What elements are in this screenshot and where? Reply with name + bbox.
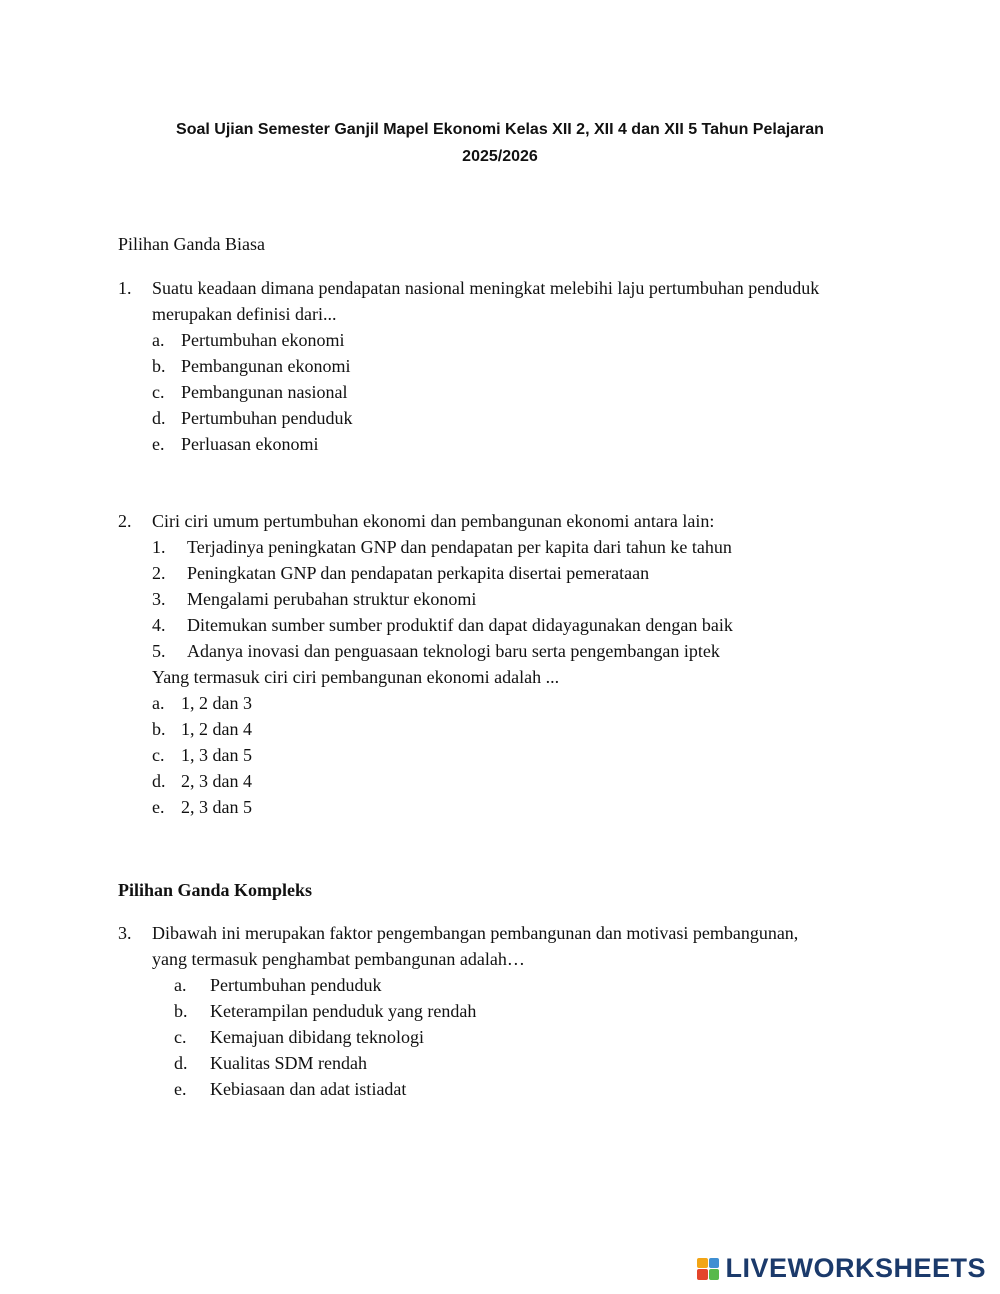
- option-label: b.: [152, 356, 166, 376]
- question-number: 1.: [118, 278, 132, 298]
- option-label: e.: [152, 434, 165, 454]
- statement-label: 5.: [152, 641, 166, 661]
- statement-item: [152, 560, 898, 586]
- statement-item: [152, 586, 898, 612]
- question-number: 3.: [118, 923, 132, 943]
- option-text: 1, 2 dan 4: [181, 719, 252, 739]
- page-title: [100, 116, 900, 170]
- question-3: [118, 920, 898, 1102]
- option-text: Pertumbuhan penduduk: [181, 408, 353, 428]
- option-text: Kemajuan dibidang teknologi: [210, 1027, 424, 1047]
- option-label: e.: [174, 1079, 187, 1099]
- option-label: e.: [152, 797, 165, 817]
- statement-label: 1.: [152, 537, 166, 557]
- option-label: a.: [174, 975, 187, 995]
- question-text-line: Suatu keadaan dimana pendapatan nasional meningkat melebihi laju pertumbuhan penduduk: [152, 278, 820, 298]
- statement-label: 3.: [152, 589, 166, 609]
- section-heading-multiple-choice: Pilihan Ganda Biasa: [118, 234, 265, 254]
- option-text: 1, 3 dan 5: [181, 745, 252, 765]
- statement-label: 2.: [152, 563, 166, 583]
- statement-item: [152, 534, 898, 560]
- option-label: b.: [152, 719, 166, 739]
- statement-text: Mengalami perubahan struktur ekonomi: [187, 589, 477, 609]
- option-text: Pertumbuhan ekonomi: [181, 330, 345, 350]
- statement-text: Terjadinya peningkatan GNP dan pendapatan per kapita dari tahun ke tahun: [187, 537, 732, 557]
- title-line-2: 2025/2026: [462, 148, 538, 165]
- answer-option-c[interactable]: [152, 742, 898, 768]
- statement-text: Ditemukan sumber sumber produktif dan dapat didayagunakan dengan baik: [187, 615, 733, 635]
- statement-item: [152, 612, 898, 638]
- answer-option-c[interactable]: [152, 379, 898, 405]
- answer-option-e[interactable]: [174, 1076, 898, 1102]
- statement-item: [152, 638, 898, 664]
- option-text: Pembangunan nasional: [181, 382, 348, 402]
- liveworksheets-brand: [697, 1253, 986, 1284]
- title-line-1: Soal Ujian Semester Ganjil Mapel Ekonomi Kelas XII 2, XII 4 dan XII 5 Tahun Pelajaran: [176, 121, 824, 138]
- option-label: c.: [174, 1027, 187, 1047]
- answer-option-b[interactable]: [152, 353, 898, 379]
- answer-option-d[interactable]: [152, 405, 898, 431]
- answer-option-a[interactable]: [152, 690, 898, 716]
- answer-option-e[interactable]: [152, 431, 898, 457]
- option-label: a.: [152, 693, 165, 713]
- answer-option-c[interactable]: [174, 1024, 898, 1050]
- answer-option-d[interactable]: [174, 1050, 898, 1076]
- logo-tile: [709, 1258, 720, 1269]
- question-text-line: merupakan definisi dari...: [152, 304, 337, 324]
- option-text: Kualitas SDM rendah: [210, 1053, 367, 1073]
- option-label: a.: [152, 330, 165, 350]
- answer-option-a[interactable]: [174, 972, 898, 998]
- option-label: d.: [152, 408, 166, 428]
- liveworksheets-logo-icon: [697, 1258, 719, 1280]
- answer-option-e[interactable]: [152, 794, 898, 820]
- question-1: [118, 275, 898, 457]
- section-heading-complex-choice: Pilihan Ganda Kompleks: [118, 880, 313, 900]
- question-text-line: Ciri ciri umum pertumbuhan ekonomi dan pembangunan ekonomi antara lain:: [152, 511, 715, 531]
- logo-tile: [697, 1269, 708, 1280]
- statement-text: Peningkatan GNP dan pendapatan perkapita disertai pemerataan: [187, 563, 650, 583]
- option-label: d.: [152, 771, 166, 791]
- statement-label: 4.: [152, 615, 166, 635]
- answer-option-d[interactable]: [152, 768, 898, 794]
- option-label: b.: [174, 1001, 188, 1021]
- question-text-line: yang termasuk penghambat pembangunan adalah…: [152, 949, 525, 969]
- question-text-line: Dibawah ini merupakan faktor pengembangan pembangunan dan motivasi pembangunan,: [152, 923, 799, 943]
- question-prompt: Yang termasuk ciri ciri pembangunan ekonomi adalah ...: [152, 667, 560, 687]
- option-text: Perluasan ekonomi: [181, 434, 319, 454]
- brand-wordmark: LIVEWORKSHEETS: [725, 1253, 986, 1283]
- logo-tile: [709, 1269, 720, 1280]
- option-label: c.: [152, 745, 165, 765]
- option-label: c.: [152, 382, 165, 402]
- logo-tile: [697, 1258, 708, 1269]
- question-number: 2.: [118, 511, 132, 531]
- answer-option-b[interactable]: [174, 998, 898, 1024]
- option-text: Kebiasaan dan adat istiadat: [210, 1079, 407, 1099]
- option-text: 2, 3 dan 4: [181, 771, 252, 791]
- option-text: Pembangunan ekonomi: [181, 356, 351, 376]
- question-2: [118, 508, 898, 820]
- statement-text: Adanya inovasi dan penguasaan teknologi baru serta pengembangan iptek: [187, 641, 720, 661]
- option-text: Pertumbuhan penduduk: [210, 975, 382, 995]
- option-text: Keterampilan penduduk yang rendah: [210, 1001, 477, 1021]
- option-label: d.: [174, 1053, 188, 1073]
- option-text: 1, 2 dan 3: [181, 693, 252, 713]
- option-text: 2, 3 dan 5: [181, 797, 252, 817]
- answer-option-b[interactable]: [152, 716, 898, 742]
- answer-option-a[interactable]: [152, 327, 898, 353]
